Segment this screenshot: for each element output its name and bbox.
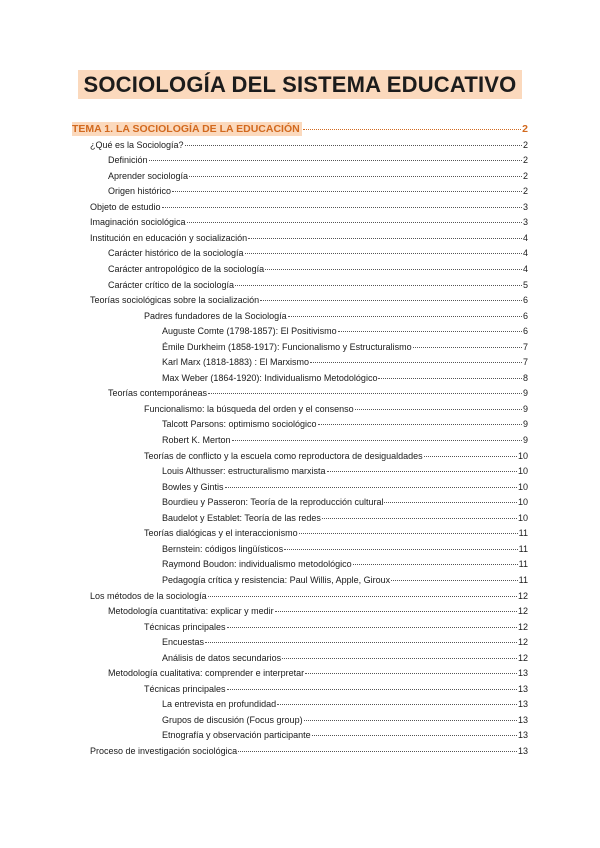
toc-entry-label: Carácter histórico de la sociología	[108, 248, 244, 259]
toc-entry[interactable]	[162, 480, 528, 494]
toc-entry-label: Teorías dialógicas y el interaccionismo	[144, 528, 298, 539]
toc-leader-dots	[299, 525, 518, 534]
toc-entry[interactable]	[108, 184, 528, 198]
toc-entry-page: 12	[517, 590, 528, 601]
toc-leader-dots	[208, 588, 517, 597]
toc-entry[interactable]	[90, 293, 528, 307]
toc-entry-page: 11	[518, 543, 528, 554]
toc-leader-dots	[284, 541, 518, 550]
toc-entry[interactable]	[144, 449, 528, 463]
toc-leader-dots	[225, 479, 517, 488]
toc-leader-dots	[162, 199, 522, 208]
toc-entry-label: Bourdieu y Passeron: Teoría de la reproducción cultural	[162, 497, 384, 508]
toc-entry-label: Auguste Comte (1798-1857): El Positivismo	[162, 326, 337, 337]
toc-entry[interactable]	[90, 215, 528, 229]
toc-entry-label: Teorías sociológicas sobre la socialización	[90, 295, 260, 306]
toc-entry-label: Análisis de datos secundarios	[162, 652, 282, 663]
toc-entry-label: Teorías contemporáneas	[108, 388, 208, 399]
toc-entry-label: Origen histórico	[108, 186, 172, 197]
toc-leader-dots	[227, 681, 517, 690]
toc-entry-label: TEMA 1. LA SOCIOLOGÍA DE LA EDUCACIÓN	[72, 123, 300, 135]
toc-entry[interactable]	[144, 682, 528, 696]
toc-entry-page: 4	[522, 263, 528, 274]
toc-entry-label: Metodología cuantitativa: explicar y medir	[108, 606, 274, 617]
toc-entry[interactable]	[162, 495, 528, 509]
toc-leader-dots	[327, 463, 517, 472]
toc-entry-page: 9	[522, 435, 528, 445]
toc-leader-dots	[312, 727, 517, 736]
toc-entry[interactable]	[144, 620, 528, 634]
toc-leader-dots	[378, 370, 522, 379]
toc-entry-label: Técnicas principales	[144, 621, 226, 632]
toc-entry-label: Bernstein: códigos lingüísticos	[162, 543, 284, 554]
toc-entry[interactable]	[90, 200, 528, 214]
toc-entry-label: Carácter crítico de la sociología	[108, 279, 235, 290]
toc-entry-label: Karl Marx (1818-1883) : El Marxismo	[162, 357, 310, 368]
toc-entry[interactable]	[108, 604, 528, 618]
toc-entry-label: Teorías de conflicto y la escuela como reproductora de desigualdades	[144, 450, 423, 461]
toc-entry-label: Institución en educación y socialización	[90, 232, 248, 243]
toc-entry-page: 6	[522, 326, 528, 337]
toc-entry-page: 10	[517, 497, 528, 508]
toc-entry-label: Baudelot y Establet: Teoría de las redes	[162, 512, 321, 523]
toc-entry-page: 10	[517, 481, 528, 492]
toc-entry-label: Talcott Parsons: optimismo sociológico	[162, 419, 317, 430]
toc-entry-label: Metodología cualitativa: comprender e interpretar	[108, 668, 305, 679]
toc-entry[interactable]	[162, 557, 528, 571]
toc-entry-page: 11	[518, 559, 528, 570]
toc-entry-page: 11	[518, 574, 528, 585]
toc-leader-dots	[265, 261, 522, 270]
toc-entry-page: 6	[522, 295, 528, 306]
toc-entry-label: Raymond Boudon: individualismo metodológico	[162, 559, 352, 570]
toc-entry-page: 7	[522, 357, 528, 368]
toc-entry[interactable]	[162, 371, 528, 385]
toc-leader-dots	[282, 650, 517, 659]
toc-entry-label: Proceso de investigación sociológica	[90, 746, 238, 756]
toc-entry-page: 13	[517, 746, 528, 756]
toc-entry-page: 2	[522, 139, 528, 150]
toc-entry-page: 10	[517, 466, 528, 477]
toc-entry-label: Imaginación sociológica	[90, 217, 186, 228]
toc-leader-dots	[235, 277, 522, 286]
toc-entry-page: 12	[517, 637, 528, 648]
toc-entry[interactable]	[72, 122, 528, 136]
toc-entry-label: Padres fundadores de la Sociología	[144, 310, 287, 321]
toc-entry-label: Técnicas principales	[144, 683, 226, 694]
toc-entry-page: 9	[522, 419, 528, 430]
toc-entry-page: 13	[517, 699, 528, 710]
toc-leader-dots	[424, 448, 517, 457]
toc-entry-label: Encuestas	[162, 637, 205, 648]
toc-leader-dots	[172, 183, 522, 192]
toc-entry-page: 7	[522, 341, 528, 352]
toc-entry-page: 4	[522, 248, 528, 259]
toc-entry[interactable]	[162, 713, 528, 727]
toc-leader-dots	[355, 401, 522, 410]
toc-entry[interactable]	[162, 324, 528, 338]
toc-leader-dots	[318, 416, 522, 425]
toc-entry-page: 3	[522, 217, 528, 228]
toc-entry-page: 6	[522, 310, 528, 321]
toc-entry-page: 4	[522, 232, 528, 243]
toc-entry-page: 2	[522, 186, 528, 197]
toc-entry[interactable]	[162, 635, 528, 649]
toc-entry-page: 2	[522, 123, 528, 135]
toc-leader-dots	[338, 323, 522, 332]
toc-entry-page: 2	[522, 170, 528, 181]
toc-leader-dots	[205, 634, 517, 643]
toc-leader-dots	[288, 308, 522, 317]
toc-entry-page: 13	[517, 668, 528, 679]
toc-entry[interactable]	[108, 386, 528, 400]
document-title: SOCIOLOGÍA DEL SISTEMA EDUCATIVO	[78, 70, 523, 99]
toc-leader-dots	[277, 696, 517, 705]
toc-entry-page: 9	[522, 388, 528, 399]
toc-entry[interactable]	[90, 589, 528, 603]
toc-entry-page: 2	[522, 155, 528, 166]
toc-leader-dots	[303, 121, 521, 130]
toc-entry[interactable]	[144, 402, 528, 416]
toc-leader-dots	[245, 245, 522, 254]
toc-entry-label: La entrevista en profundidad	[162, 699, 277, 710]
toc-entry-label: Aprender sociología	[108, 170, 189, 181]
toc-entry-page: 9	[522, 403, 528, 414]
toc-entry-page: 12	[517, 606, 528, 617]
toc-leader-dots	[260, 292, 522, 301]
toc-entry[interactable]	[90, 744, 528, 758]
toc-leader-dots	[384, 494, 517, 503]
toc-entry[interactable]	[108, 278, 528, 292]
toc-entry[interactable]	[162, 433, 528, 447]
toc-entry[interactable]	[90, 138, 528, 152]
toc-entry[interactable]	[162, 464, 528, 478]
toc-entry-label: Robert K. Merton	[162, 435, 231, 445]
toc-leader-dots	[310, 354, 522, 363]
toc-leader-dots	[208, 385, 522, 394]
toc-entry-page: 5	[522, 279, 528, 290]
toc-entry[interactable]	[162, 355, 528, 369]
toc-leader-dots	[413, 339, 522, 348]
toc-entry-label: Grupos de discusión (Focus group)	[162, 714, 303, 725]
toc-leader-dots	[232, 432, 522, 441]
toc-entry[interactable]	[108, 262, 528, 276]
toc-leader-dots	[353, 556, 518, 565]
toc-entry[interactable]	[108, 153, 528, 167]
toc-entry[interactable]	[144, 309, 528, 323]
toc-leader-dots	[304, 712, 517, 721]
toc-entry[interactable]	[144, 526, 528, 540]
toc-entry-page: 12	[517, 621, 528, 632]
toc-entry-label: Émile Durkheim (1858-1917): Funcionalismo y Estructuralismo	[162, 341, 412, 352]
toc-entry-page: 13	[517, 730, 528, 741]
toc-entry[interactable]	[162, 542, 528, 556]
toc-leader-dots	[238, 743, 517, 752]
toc-entry-page: 13	[517, 683, 528, 694]
toc-entry-label: Bowles y Gintis	[162, 481, 224, 492]
toc-leader-dots	[322, 510, 517, 519]
toc-leader-dots	[185, 137, 522, 146]
toc-entry[interactable]	[90, 231, 528, 245]
toc-entry-page: 12	[517, 652, 528, 663]
toc-entry-label: Definición	[108, 155, 148, 166]
toc-entry[interactable]	[162, 697, 528, 711]
toc-entry[interactable]	[162, 340, 528, 354]
toc-entry[interactable]	[108, 169, 528, 183]
toc-entry[interactable]	[162, 511, 528, 525]
document-title-wrap	[0, 70, 600, 99]
toc-entry[interactable]	[162, 573, 528, 587]
toc-entry-label: Objeto de estudio	[90, 201, 161, 212]
toc-entry-label: Funcionalismo: la búsqueda del orden y el consenso	[144, 403, 354, 414]
toc-entry-label: Carácter antropológico de la sociología	[108, 263, 265, 274]
toc-leader-dots	[187, 214, 522, 223]
toc-entry-label: Pedagogía crítica y resistencia: Paul Willis, Apple, Giroux	[162, 574, 391, 585]
toc-leader-dots	[391, 572, 518, 581]
toc-entry[interactable]	[108, 246, 528, 260]
toc-entry[interactable]	[162, 651, 528, 665]
toc-leader-dots	[305, 665, 517, 674]
toc-entry-page: 11	[518, 528, 528, 539]
toc-entry-page: 10	[517, 450, 528, 461]
toc-entry-label: Max Weber (1864-1920): Individualismo Metodológico	[162, 372, 378, 383]
toc-entry-page: 13	[517, 714, 528, 725]
toc-entry-page: 3	[522, 201, 528, 212]
toc-entry-label: Los métodos de la sociología	[90, 590, 207, 601]
toc-entry-page: 8	[522, 372, 528, 383]
toc-leader-dots	[227, 619, 517, 628]
toc-entry[interactable]	[162, 417, 528, 431]
toc-leader-dots	[248, 230, 522, 239]
toc-entry[interactable]	[162, 728, 528, 742]
toc-entry-label: Etnografía y observación participante	[162, 730, 311, 741]
toc-entry-label: ¿Qué es la Sociología?	[90, 139, 184, 150]
toc-entry-page: 10	[517, 512, 528, 523]
toc-leader-dots	[189, 168, 522, 177]
toc-leader-dots	[275, 603, 517, 612]
toc-leader-dots	[149, 152, 522, 161]
toc-entry-label: Louis Althusser: estructuralismo marxista	[162, 466, 326, 477]
toc-entry[interactable]	[108, 666, 528, 680]
